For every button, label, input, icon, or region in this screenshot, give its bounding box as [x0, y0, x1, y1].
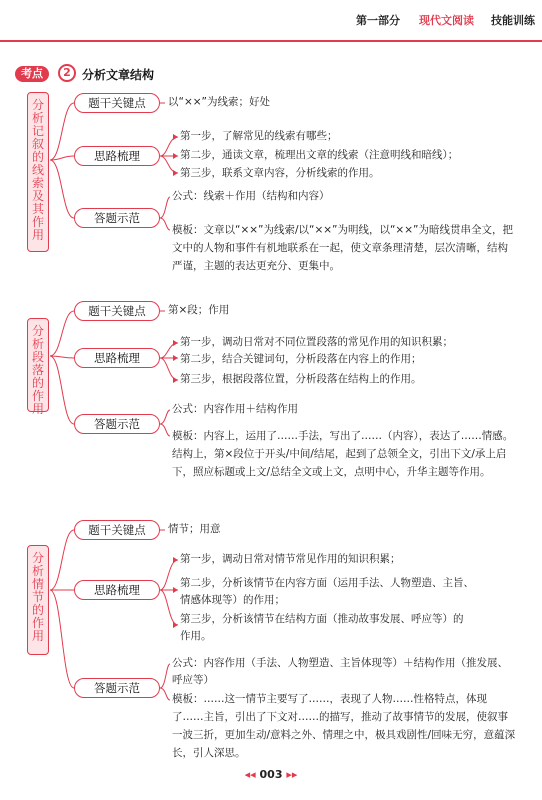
page-next-marks: ▸▸	[282, 768, 298, 781]
section1-step3: 第三步，联系文章内容，分析线索的作用。	[180, 167, 380, 179]
section2-template: 模板：内容上，运用了……手法，写出了……（内容），表达了……情感。结构上，第×段位于开头/中间/结尾，起到了总领全文，引出下文/承上启下，照应标题或上文/总结全文或上文，点明中心，升华主题等作用。	[172, 430, 514, 478]
page-prev-marks: ◂◂	[244, 768, 260, 781]
section1-pill-keypoint: 题干关键点	[74, 93, 160, 113]
header-title: 现代文阅读	[419, 14, 474, 27]
section2-step1: 第一步，调动日常对不同位置段落的常见作用的知识积累；	[180, 336, 453, 348]
section1-step2: 第二步，通读文章，梳理出文章的线索（注意明线和暗线）；	[180, 149, 459, 161]
header-part: 第一部分	[356, 14, 400, 27]
section1-keypoint-text: 以“××”为线索；好处	[168, 96, 270, 108]
section3-step1: 第一步，调动日常对情节常见作用的知识积累；	[180, 553, 401, 565]
page-number-value: 003	[259, 768, 283, 781]
section3-template: 模板：……这一情节主要写了……，表现了人物……性格特点，体现了……主旨，引出了下文对……的描写，推动了故事情节的发展，使叙事一波三折，更加生动/意料之外、情理之中，极具戏剧性/回味无穷，意蕴深长，引人深思。	[172, 693, 516, 759]
section3-pill-answer: 答题示范	[74, 678, 160, 698]
section3-step3: 第三步，分析该情节在结构方面（推动故事发展、呼应等）的作用。	[180, 613, 464, 642]
section3-vertical-title: 分析情节的作用	[27, 545, 49, 655]
section1-step1: 第一步，了解常见的线索有哪些；	[180, 130, 338, 142]
section1-formula: 公式：线索＋作用（结构和内容）	[172, 190, 330, 202]
section2-step2: 第二步，结合关键词句，分析段落在内容上的作用；	[180, 353, 422, 365]
section3-keypoint-text: 情节；用意	[168, 523, 221, 535]
section1-template: 模板：文章以“××”为线索/以“××”为明线，以“××”为暗线贯串全文，把文中的人物和事件有机地联系在一起，使文章条理清楚，层次清晰，结构严谨，主题的表达更充分、更集中。	[172, 224, 513, 272]
section2-step3: 第三步，根据段落位置，分析段落在结构上的作用。	[180, 373, 422, 385]
arrowheads	[173, 134, 178, 628]
section2-formula: 公式：内容作用＋结构作用	[172, 403, 298, 415]
point-tag: 考点	[15, 66, 49, 82]
section2-vertical-title: 分析段落的作用	[27, 318, 49, 412]
section2-keypoint-text: 第×段；作用	[168, 304, 230, 316]
section3-formula: 公式：内容作用（手法、人物塑造、主旨体现等）＋结构作用（推发展、呼应等）	[172, 657, 508, 686]
section1-pill-answer: 答题示范	[74, 208, 160, 228]
section2-pill-answer: 答题示范	[74, 414, 160, 434]
section3-pill-keypoint: 题干关键点	[74, 520, 160, 540]
section3-pill-thinking: 思路梳理	[74, 580, 160, 600]
section1-vertical-title: 分析记叙的线索及其作用	[27, 92, 49, 252]
section2-pill-thinking: 思路梳理	[74, 348, 160, 368]
section3-step2: 第二步，分析该情节在内容方面（运用手法、人物塑造、主旨、情感体现等）的作用；	[180, 577, 474, 606]
page-number	[230, 768, 312, 781]
point-title: 分析文章结构	[82, 68, 155, 82]
section1-pill-thinking: 思路梳理	[74, 146, 160, 166]
point-number-badge: 2	[58, 64, 76, 82]
section2-pill-keypoint: 题干关键点	[74, 301, 160, 321]
header-suffix: 技能训练	[491, 14, 535, 27]
